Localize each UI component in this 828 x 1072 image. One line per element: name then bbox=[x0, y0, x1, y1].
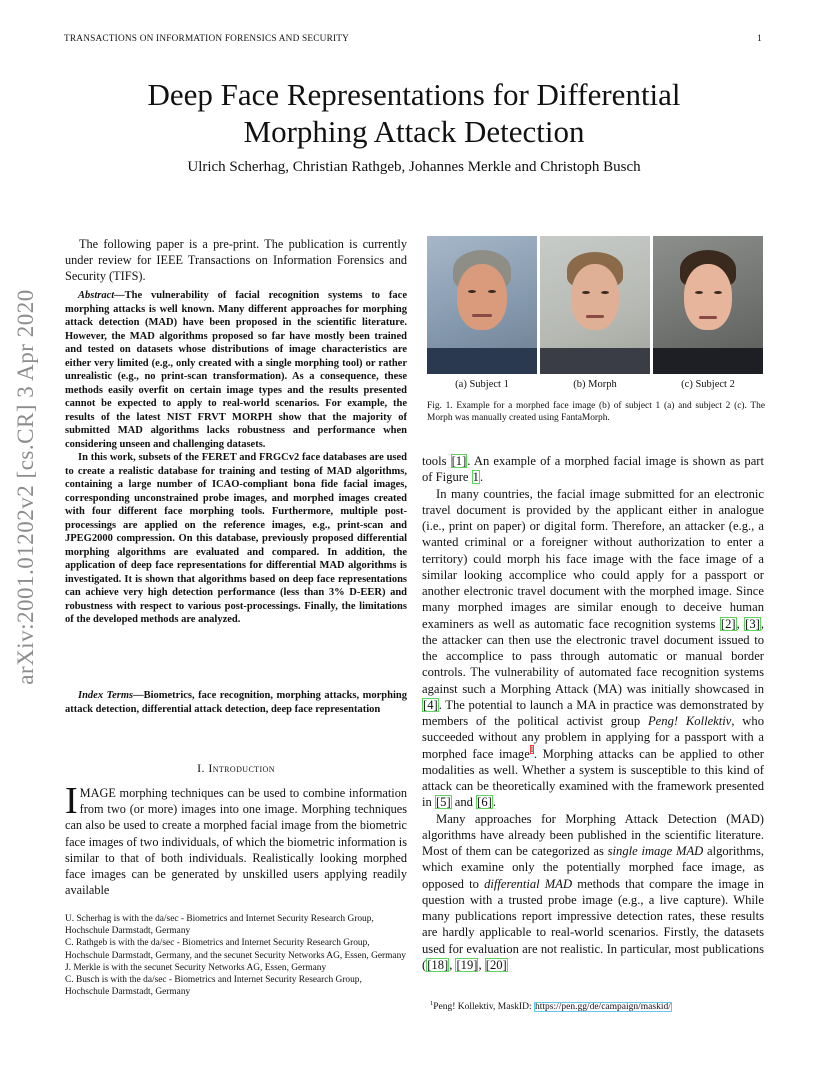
subcaption-a: (a) Subject 1 bbox=[455, 379, 509, 390]
arxiv-stamp bbox=[6, 289, 46, 685]
citation-link[interactable]: [19] bbox=[456, 957, 478, 972]
subject-2-photo bbox=[653, 236, 763, 374]
citation-link[interactable]: [2] bbox=[720, 616, 736, 631]
index-terms-text: —Biometrics, face recognition, morphing attacks, morphing attack detection, differential attack detection, deep face representation bbox=[65, 690, 407, 715]
index-terms bbox=[65, 689, 407, 716]
preprint-note bbox=[65, 236, 407, 285]
figure-link[interactable]: 1 bbox=[472, 470, 479, 485]
paragraph-2: In many countries, the facial image submitted for an electronic travel document is provided by the applicant either in analogue (i.e., print on paper) or digital form. Therefore, an attacker (e.g., a wanted criminal or a foreigner without authorization to enter a territory) could morph his face image with the face image of a similar looking accomplice who could apply for a passport or another electronic travel document with the morphed image. Since many morphed images are similar enough to deceive human examiners as well as automatic face recognition systems [2], [3], the attacker can then use the electronic travel document issued to the accomplice to pass through automatic or manual border controls. The vulnerability of automated face recognition systems against such a Morphing Attack (MA) was initially showcased in [4]. The potential to launch a MA in practice was demonstrated by members of the political activist group Peng! Kollektiv, who succeeded without any problem in applying for a passport with a morphed face image$^1$. Morphing attacks can be applied to other modalities as well. Whether a system is susceptible to this kind of attack can be theoretically examined with the framework presented in [5] and [6]. bbox=[422, 486, 765, 810]
section-title: Introduction bbox=[208, 761, 275, 775]
citation-link[interactable]: [20] bbox=[485, 957, 507, 972]
citation-link[interactable]: [5] bbox=[435, 795, 451, 810]
index-terms-label: Index Terms bbox=[78, 690, 134, 701]
citation-link[interactable]: [3] bbox=[745, 616, 760, 631]
abstract bbox=[65, 289, 407, 627]
affiliation-1: U. Scherhag is with the da/sec - Biometrics and Internet Security Research Group, Hochschule Darmstadt, Germany bbox=[65, 914, 374, 937]
running-header: TRANSACTIONS ON INFORMATION FORENSICS AND SECURITY bbox=[64, 34, 350, 44]
figure-caption: Fig. 1. Example for a morphed face image (b) of subject 1 (a) and subject 2 (c). The Morph was manually created using FantaMorph. bbox=[427, 401, 765, 424]
intro-text: MAGE morphing techniques can be used to combine information from two (or more) images into one image. Morphing techniques can also be used to create a morphed facial image from the biometric face images of two individuals, of which the biometric information is similar to that of both individuals. Realistically looking morphed face images can be generated by unskilled users applying readily available bbox=[65, 786, 407, 898]
intro-paragraph bbox=[65, 780, 407, 898]
drop-cap: I bbox=[65, 780, 78, 822]
author-list: Ulrich Scherhag, Christian Rathgeb, Johannes Merkle and Christoph Busch bbox=[187, 159, 641, 175]
section-heading bbox=[65, 761, 407, 776]
affiliation-footnotes bbox=[65, 913, 407, 998]
subcaption-c: (c) Subject 2 bbox=[681, 379, 735, 390]
footnote-1 bbox=[430, 1000, 672, 1012]
citation-link[interactable]: [18] bbox=[427, 957, 449, 972]
subject-1-photo bbox=[427, 236, 537, 374]
paragraph-3: Many approaches for Morphing Attack Detection (MAD) algorithms have already been published in the scientific literature. Most of them can be categorized as single image MAD algorithms, which examine only the potentially morphed face image, as opposed to differential MAD methods that compare the image in question with a trusted probe image (e.g., a live capture). While many publications report impressive detection rates, these results are hardly applicable to real-world scenarios. Firstly, the datasets used for evaluation are not realistic. In particular, most publications ([18], [19], [20] bbox=[422, 811, 765, 972]
footnote-link[interactable]: 1 bbox=[529, 745, 534, 755]
subcaption-b: (b) Morph bbox=[573, 379, 617, 390]
right-column-body bbox=[422, 453, 764, 973]
affiliation-2: C. Rathgeb is with the da/sec - Biometrics and Internet Security Research Group, Hochschule Darmstadt, Germany, and the secunet Security Networks AG, Essen, Germany bbox=[65, 938, 406, 961]
abstract-label: Abstract bbox=[78, 290, 115, 301]
paragraph-1: tools [1]. An example of a morphed facial image is shown as part of Figure 1. bbox=[422, 454, 764, 485]
citation-link[interactable]: [1] bbox=[451, 454, 467, 468]
affiliation-3: J. Merkle is with the secunet Security Networks AG, Essen, Germany bbox=[65, 962, 327, 973]
abstract-para-2: In this work, subsets of the FERET and FRGCv2 face databases are used to create a realistic database for training and testing of MAD algorithms, containing a large number of ICAO-compliant bona fide facial images, corresponding unconstrained probe images, and morphed images created with four different face morphing tools. Furthermore, multiple post-processings are applied on the reference images, e.g., print-scan and JPEG2000 compression. On this database, previously proposed differential morphing algorithms are evaluated and compared. In addition, the application of deep face representations for differential MAD algorithms is investigated. It is shown that algorithms based on deep face representations can achieve very high detection performance (less than 3% D-EER) and robustness with respect to various post-processings. Finally, the limitations of the developed methods are analyzed. bbox=[65, 452, 407, 625]
footnote-text: Peng! Kollektiv, MaskID: bbox=[433, 1002, 534, 1013]
footnote-url-link[interactable]: https://pen.gg/de/campaign/maskid/ bbox=[534, 1002, 671, 1013]
section-number: I. bbox=[197, 761, 205, 775]
title-line-2: Morphing Attack Detection bbox=[243, 114, 585, 149]
footnote-mark: 1 bbox=[430, 1000, 434, 1007]
preprint-note-text: The following paper is a pre-print. The publication is currently under review for IEEE Transactions on Information Forensics and Security (TIFS). bbox=[65, 237, 407, 284]
arxiv-stamp-text: arXiv:2001.01202v2 [cs.CR] 3 Apr 2020 bbox=[13, 289, 38, 685]
title-line-1: Deep Face Representations for Differential bbox=[147, 77, 681, 112]
page-number: 1 bbox=[757, 34, 762, 44]
citation-link[interactable]: [4] bbox=[423, 697, 438, 712]
paper-title bbox=[64, 76, 764, 150]
affiliation-4: C. Busch is with the da/sec - Biometrics and Internet Security Research Group, Hochschule Darmstadt, Germany bbox=[65, 975, 362, 998]
abstract-para-1: —The vulnerability of facial recognition systems to face morphing attacks is well known. Many different approaches for morphing attack detection (MAD) have been proposed in the scientific literature. However, the MAD algorithms proposed so far have mostly been trained and tested on datasets whose distributions of image characteristics are either very limited (e.g., only created with a single morphing tool) or rather unrealistic (e.g., no print-scan transformation). As a consequence, these methods easily overfit on certain image types and the results presented cannot be expected to apply to real-world scenarios. For example, the results of the latest NIST FRVT MORPH show that the majority of submitted MAD algorithms lacks robustness and performance when considering unseen and challenging datasets. bbox=[65, 290, 407, 450]
citation-link[interactable]: [6] bbox=[477, 795, 492, 810]
morph-photo bbox=[540, 236, 650, 374]
